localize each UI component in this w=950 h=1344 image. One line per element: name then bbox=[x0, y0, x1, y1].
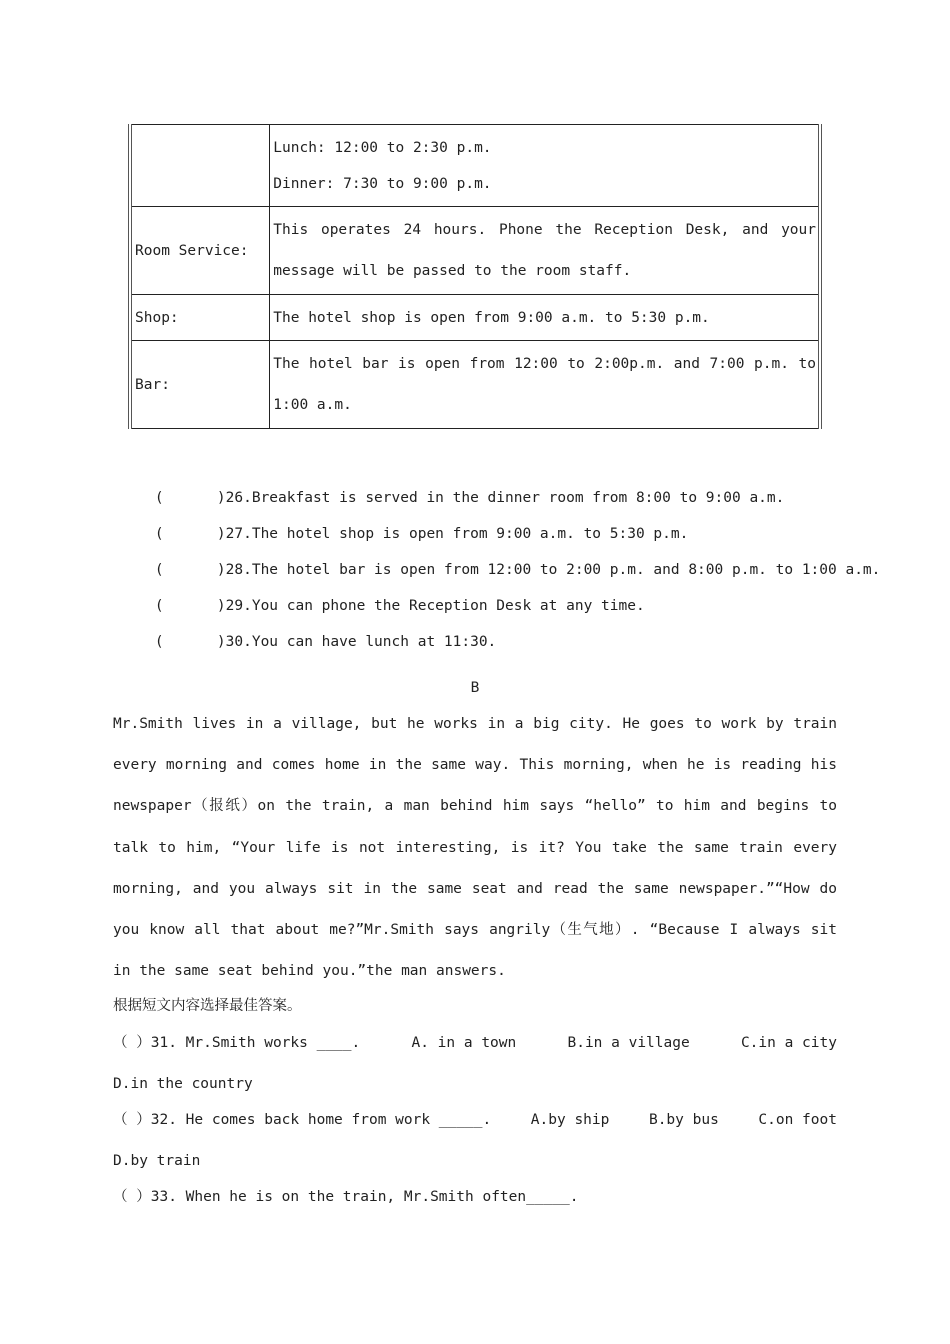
answer-blank-open: ( bbox=[154, 598, 164, 614]
option-d: D.by train bbox=[113, 1153, 201, 1169]
answer-blank-open: ( bbox=[154, 562, 164, 578]
row-label: Bar: bbox=[130, 341, 270, 429]
option-b: B.in a village bbox=[567, 1035, 690, 1051]
hotel-info-table bbox=[128, 124, 822, 429]
mc-question bbox=[113, 1177, 837, 1218]
option-c: C.on foot bbox=[758, 1112, 837, 1128]
tf-question bbox=[120, 501, 840, 542]
option-c: C.in a city bbox=[740, 1035, 837, 1051]
question-text: 27.The hotel shop is open from 9:00 a.m. to 5:30 p.m. bbox=[225, 526, 689, 542]
row-label: Shop: bbox=[130, 295, 270, 341]
instruction-text: 根据短文内容选择最佳答案。 bbox=[113, 998, 302, 1014]
mc-question bbox=[113, 1100, 837, 1182]
answer-blank-close: ) bbox=[216, 526, 226, 542]
question-text: 29.You can phone the Reception Desk at any time. bbox=[225, 598, 645, 614]
answer-blank-close: ) bbox=[216, 598, 226, 614]
row-description: This operates 24 hours. Phone the Reception Desk, and your message will be passed to the room staff. bbox=[270, 207, 820, 295]
tf-question bbox=[120, 609, 840, 650]
lunch-hours: Lunch: 12:00 to 2:30 p.m. bbox=[273, 139, 492, 156]
option-a: A. in a town bbox=[411, 1035, 517, 1051]
option-b: B.by bus bbox=[648, 1112, 719, 1128]
answer-blank-open: ( bbox=[154, 490, 164, 506]
row-description: The hotel bar is open from 12:00 to 2:00p.m. and 7:00 p.m. to 1:00 a.m. bbox=[270, 341, 820, 429]
question-text: 28.The hotel bar is open from 12:00 to 2:00 p.m. and 8:00 p.m. to 1:00 a.m. bbox=[225, 562, 881, 578]
tf-question bbox=[120, 573, 840, 614]
question-line bbox=[113, 1177, 837, 1218]
table-row bbox=[130, 125, 820, 207]
answer-blank-close: ) bbox=[216, 634, 226, 650]
table-row bbox=[130, 341, 820, 429]
question-line bbox=[113, 1023, 837, 1064]
question-stem: （ ）33. When he is on the train, Mr.Smith often_____. bbox=[113, 1189, 579, 1205]
answer-blank-close: ) bbox=[216, 562, 226, 578]
section-heading: B bbox=[470, 680, 480, 696]
row-description: The hotel shop is open from 9:00 a.m. to 5:30 p.m. bbox=[270, 295, 820, 341]
row-description bbox=[270, 125, 820, 207]
reading-passage: Mr.Smith lives in a village, but he works in a big city. He goes to work by train every morning and comes home in the same way. This morning, when he is reading his newspaper（报纸）on the train, a man behind him says “hello” to him and begins to talk to him, “Your life is not interesting, is it? You take the same train every morning, and you always sit in the same seat and read the same newspaper.”“How do you know all that about me?”Mr.Smith says angrily（生气地）. “Because I always sit in the same seat behind you.”the man answers. bbox=[113, 716, 837, 980]
question-text: 30.You can have lunch at 11:30. bbox=[225, 634, 497, 650]
question-stem: （ ）32. He comes back home from work _____. bbox=[113, 1112, 492, 1128]
table-row bbox=[130, 207, 820, 295]
mc-question bbox=[113, 1023, 837, 1105]
row-label bbox=[130, 125, 270, 207]
answer-blank-open: ( bbox=[154, 634, 164, 650]
question-text: 26.Breakfast is served in the dinner room from 8:00 to 9:00 a.m. bbox=[225, 490, 785, 506]
question-stem: （ ）31. Mr.Smith works ____. bbox=[113, 1035, 361, 1051]
tf-question bbox=[120, 465, 840, 506]
option-a: A.by ship bbox=[530, 1112, 610, 1128]
option-d: D.in the country bbox=[113, 1076, 253, 1092]
tf-question bbox=[120, 537, 881, 578]
dinner-hours: Dinner: 7:30 to 9:00 p.m. bbox=[273, 175, 492, 192]
table-row bbox=[130, 295, 820, 341]
answer-blank-close: ) bbox=[216, 490, 226, 506]
answer-blank-open: ( bbox=[154, 526, 164, 542]
row-label: Room Service: bbox=[130, 207, 270, 295]
question-line bbox=[113, 1100, 837, 1141]
